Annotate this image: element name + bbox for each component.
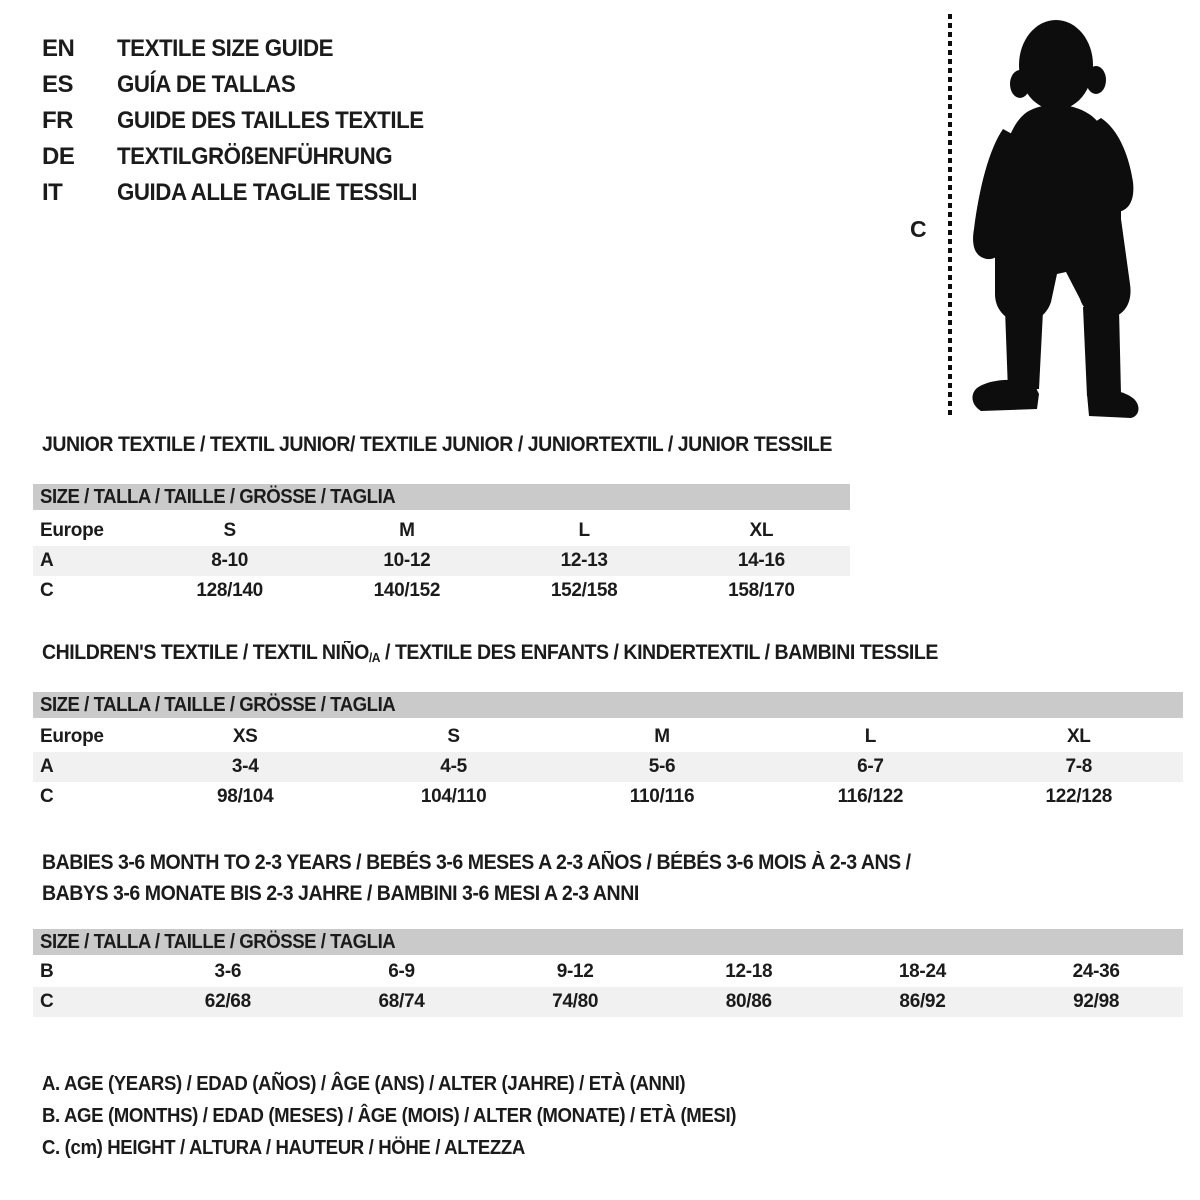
months-cell: 18-24 bbox=[898, 961, 946, 982]
size-col-header: XL bbox=[749, 520, 774, 541]
language-code: IT bbox=[42, 179, 63, 206]
height-cell: 98/104 bbox=[217, 786, 274, 807]
language-row-es bbox=[42, 67, 447, 103]
junior-section-title-text: JUNIOR TEXTILE / TEXTIL JUNIOR/ TEXTILE JUNIOR / JUNIORTEXTIL / JUNIOR TESSILE bbox=[42, 433, 832, 456]
language-label: GUÍA DE TALLAS bbox=[117, 71, 296, 98]
children-title-part1: CHILDREN'S TEXTILE / TEXTIL NIÑO bbox=[42, 641, 369, 664]
age-cell: 4-5 bbox=[349, 752, 557, 782]
row-label-cell: C bbox=[40, 580, 54, 601]
language-code: EN bbox=[42, 35, 75, 62]
age-cell: 5-6 bbox=[558, 752, 766, 782]
language-label: TEXTILGRÖßENFÜHRUNG bbox=[117, 143, 393, 170]
size-col-header: XL bbox=[1066, 726, 1091, 747]
height-cell: 116/122 bbox=[837, 786, 904, 807]
size-bar-text: SIZE / TALLA / TAILLE / GRÖSSE / TAGLIA bbox=[40, 486, 396, 508]
language-row-en bbox=[42, 31, 447, 67]
age-cell: 10-12 bbox=[318, 546, 495, 576]
age-cell: 3-4 bbox=[141, 752, 349, 782]
junior-age-row bbox=[33, 546, 850, 576]
height-cell: 140/152 bbox=[373, 580, 441, 601]
babies-title-line2: BABYS 3-6 MONATE BIS 2-3 JAHRE / BAMBINI 3-6 MESI A 2-3 ANNI bbox=[42, 882, 639, 905]
babies-months-row bbox=[33, 957, 1183, 987]
language-row-fr bbox=[42, 103, 447, 139]
children-section-title-text bbox=[42, 641, 938, 670]
children-size-table bbox=[33, 722, 1183, 812]
months-cell: 6-9 bbox=[388, 961, 415, 982]
size-col-header: L bbox=[578, 520, 590, 541]
size-bar-text: SIZE / TALLA / TAILLE / GRÖSSE / TAGLIA bbox=[40, 931, 396, 953]
children-section-title bbox=[42, 641, 1005, 670]
region-label-cell: Europe bbox=[40, 520, 104, 541]
legend-line-a-text: A. AGE (YEARS) / EDAD (AÑOS) / ÂGE (ANS) / ALTER (JAHRE) / ETÀ (ANNI) bbox=[42, 1073, 686, 1095]
language-code: FR bbox=[42, 107, 73, 134]
age-cell: 12-13 bbox=[496, 546, 673, 576]
language-label: TEXTILE SIZE GUIDE bbox=[117, 35, 334, 62]
legend-line-c-text: C. (cm) HEIGHT / ALTURA / HAUTEUR / HÖHE / ALTEZZA bbox=[42, 1137, 525, 1159]
region-label-cell: Europe bbox=[40, 726, 104, 747]
language-row-it bbox=[42, 175, 447, 211]
legend-line-b bbox=[42, 1100, 788, 1132]
size-col-header: M bbox=[654, 726, 670, 747]
age-cell: 8-10 bbox=[141, 546, 318, 576]
babies-title-line1: BABIES 3-6 MONTH TO 2-3 YEARS / BEBÉS 3-6 MESES A 2-3 AÑOS / BÉBÉS 3-6 MOIS À 2-3 ANS / bbox=[42, 851, 911, 874]
months-cell: 9-12 bbox=[556, 961, 594, 982]
junior-size-header-row bbox=[33, 516, 850, 546]
age-cell: 14-16 bbox=[673, 546, 850, 576]
height-cell: 68/74 bbox=[315, 987, 489, 1017]
junior-section-title bbox=[42, 433, 891, 457]
height-cell: 86/92 bbox=[836, 987, 1010, 1017]
size-bar-text: SIZE / TALLA / TAILLE / GRÖSSE / TAGLIA bbox=[40, 694, 396, 716]
language-list bbox=[42, 31, 447, 211]
children-size-header-bar bbox=[33, 692, 1183, 718]
months-cell: 3-6 bbox=[214, 961, 242, 982]
junior-size-table bbox=[33, 516, 850, 606]
months-cell: 24-36 bbox=[1072, 961, 1120, 982]
height-cell: 152/158 bbox=[550, 580, 618, 601]
height-cell: 104/110 bbox=[420, 786, 487, 807]
age-cell: 6-7 bbox=[766, 752, 974, 782]
babies-section-title bbox=[42, 847, 976, 909]
language-code: DE bbox=[42, 143, 75, 170]
children-title-subscript: /A bbox=[368, 649, 381, 665]
height-cell: 62/68 bbox=[141, 987, 315, 1017]
children-height-row bbox=[33, 782, 1183, 812]
legend bbox=[42, 1068, 788, 1164]
children-title-part2: / TEXTILE DES ENFANTS / KINDERTEXTIL / BAMBINI TESSILE bbox=[380, 641, 938, 664]
children-age-row bbox=[33, 752, 1183, 782]
language-row-de bbox=[42, 139, 447, 175]
junior-size-header-bar bbox=[33, 484, 850, 510]
babies-size-table bbox=[33, 957, 1183, 1017]
babies-height-row bbox=[33, 987, 1183, 1017]
size-col-header: S bbox=[447, 726, 460, 747]
height-cell: 128/140 bbox=[196, 580, 263, 601]
language-code: ES bbox=[42, 71, 74, 98]
legend-line-c bbox=[42, 1132, 788, 1164]
size-col-header: M bbox=[399, 520, 415, 541]
height-cell: 158/170 bbox=[728, 580, 795, 601]
height-cell: 92/98 bbox=[1009, 987, 1183, 1017]
height-cell: 110/116 bbox=[629, 786, 695, 807]
row-label-cell: C bbox=[33, 987, 141, 1017]
babies-size-header-bar bbox=[33, 929, 1183, 955]
height-cell: 122/128 bbox=[1045, 786, 1113, 807]
row-label-cell: C bbox=[40, 786, 54, 807]
children-size-header-row bbox=[33, 722, 1183, 752]
legend-line-b-text: B. AGE (MONTHS) / EDAD (MESES) / ÂGE (MOIS) / ALTER (MONATE) / ETÀ (MESI) bbox=[42, 1105, 737, 1127]
row-label-cell: B bbox=[40, 961, 54, 982]
age-cell: 7-8 bbox=[975, 752, 1183, 782]
language-label: GUIDA ALLE TAGLIE TESSILI bbox=[117, 179, 418, 206]
months-cell: 12-18 bbox=[725, 961, 773, 982]
height-cell: 80/86 bbox=[662, 987, 836, 1017]
size-col-header: XS bbox=[232, 726, 258, 747]
toddler-silhouette bbox=[963, 14, 1155, 426]
legend-line-a bbox=[42, 1068, 788, 1100]
size-col-header: L bbox=[864, 726, 877, 747]
junior-height-row bbox=[33, 576, 850, 606]
height-measure-line bbox=[948, 14, 952, 418]
height-measure-label: C bbox=[910, 216, 927, 242]
row-label-cell: A bbox=[33, 752, 141, 782]
row-label-cell: A bbox=[33, 546, 141, 576]
size-col-header: S bbox=[223, 520, 236, 541]
height-cell: 74/80 bbox=[488, 987, 662, 1017]
language-label: GUIDE DES TAILLES TEXTILE bbox=[117, 107, 424, 134]
